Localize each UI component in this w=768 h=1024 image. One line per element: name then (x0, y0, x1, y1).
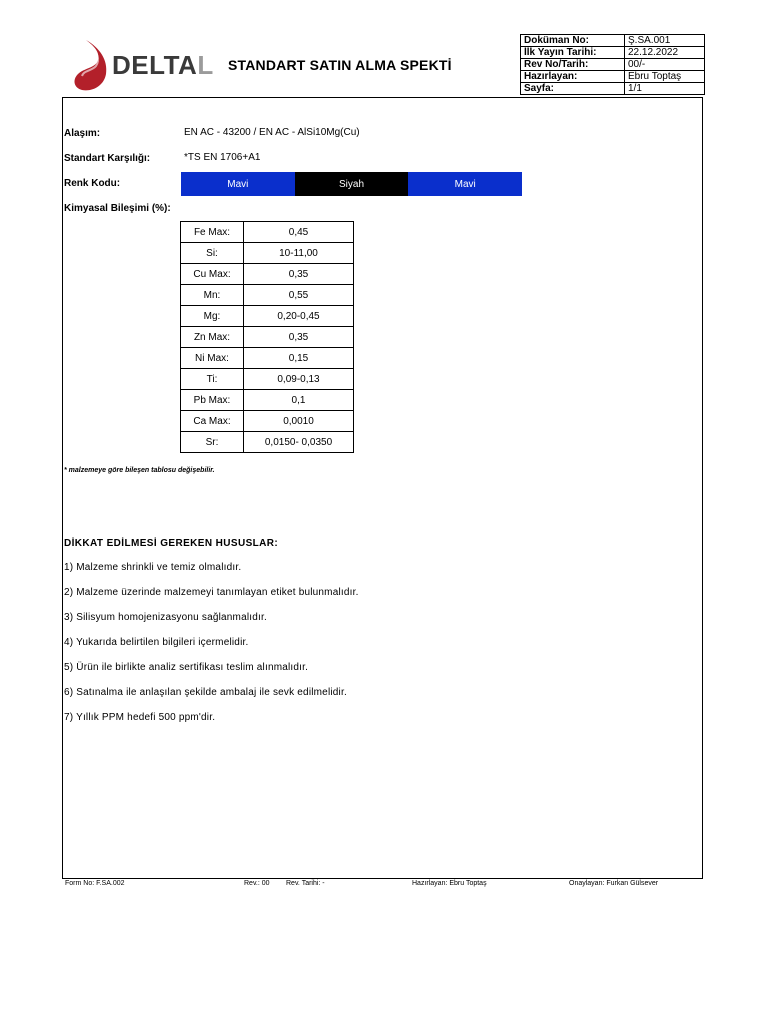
footer-prepared: Hazırlayan: Ebru Toptaş (412, 880, 487, 887)
info-key: Sayfa: (521, 83, 625, 95)
color-segment-blue: Mavi (181, 172, 295, 196)
footer-rev: Rev.: 00 (244, 880, 270, 887)
list-item: 3) Silisyum homojenizasyonu sağlanmalıdır. (64, 612, 267, 623)
standard-value: *TS EN 1706+A1 (184, 152, 261, 163)
value-cell: 0,35 (244, 264, 354, 285)
logo-wordmark: DELTAL (112, 50, 214, 80)
document-info-table (520, 34, 705, 95)
table-row (181, 432, 354, 453)
list-item: 2) Malzeme üzerinde malzemeyi tanımlayan etiket bulunmalıdır. (64, 587, 359, 598)
element-cell: Mg: (181, 306, 244, 327)
content-frame (62, 97, 703, 879)
company-logo (70, 38, 214, 94)
info-value: Ş.SA.001 (625, 35, 705, 47)
table-row (181, 348, 354, 369)
alloy-value: EN AC - 43200 / EN AC - AlSi10Mg(Cu) (184, 127, 360, 138)
table-row (181, 327, 354, 348)
info-key: İlk Yayın Tarihi: (521, 47, 625, 59)
color-code-bar (181, 172, 522, 196)
value-cell: 0,15 (244, 348, 354, 369)
value-cell: 0,20-0,45 (244, 306, 354, 327)
chemical-composition-table (180, 221, 354, 453)
list-item: 1) Malzeme shrinkli ve temiz olmalıdır. (64, 562, 242, 573)
color-segment-blue: Mavi (408, 172, 522, 196)
footer-form-no: Form No: F.SA.002 (65, 880, 125, 887)
table-row (181, 264, 354, 285)
table-row (181, 285, 354, 306)
info-value: 22.12.2022 (625, 47, 705, 59)
info-value: Ebru Toptaş (625, 71, 705, 83)
info-key: Hazırlayan: (521, 71, 625, 83)
info-row (521, 47, 705, 59)
info-value: 00/- (625, 59, 705, 71)
attention-list (64, 561, 359, 736)
table-row (181, 369, 354, 390)
page-title: STANDART SATIN ALMA SPEKTİ (228, 57, 452, 73)
value-cell: 10-11,00 (244, 243, 354, 264)
info-row (521, 71, 705, 83)
color-segment-black: Siyah (295, 172, 409, 196)
composition-note: * malzemeye göre bileşen tablosu değişebilir. (64, 467, 215, 474)
element-cell: Mn: (181, 285, 244, 306)
info-row (521, 59, 705, 71)
attention-title: DİKKAT EDİLMESİ GEREKEN HUSUSLAR: (64, 538, 279, 549)
element-cell: Zn Max: (181, 327, 244, 348)
standard-label: Standart Karşılığı: (64, 153, 151, 164)
element-cell: Ni Max: (181, 348, 244, 369)
element-cell: Ca Max: (181, 411, 244, 432)
element-cell: Ti: (181, 369, 244, 390)
info-value: 1/1 (625, 83, 705, 95)
value-cell: 0,0010 (244, 411, 354, 432)
element-cell: Cu Max: (181, 264, 244, 285)
info-key: Doküman No: (521, 35, 625, 47)
table-row (181, 306, 354, 327)
info-row (521, 83, 705, 95)
list-item: 4) Yukarıda belirtilen bilgileri içermelidir. (64, 637, 249, 648)
list-item: 6) Satınalma ile anlaşılan şekilde ambalaj ile sevk edilmelidir. (64, 687, 347, 698)
alloy-label: Alaşım: (64, 128, 101, 139)
element-cell: Si: (181, 243, 244, 264)
element-cell: Sr: (181, 432, 244, 453)
logo-mark-icon (70, 38, 114, 94)
value-cell: 0,35 (244, 327, 354, 348)
chemical-label: Kimyasal Bileşimi (%): (64, 203, 171, 214)
table-row (181, 222, 354, 243)
value-cell: 0,1 (244, 390, 354, 411)
info-row (521, 35, 705, 47)
footer-rev-date: Rev. Tarihi: - (286, 880, 325, 887)
footer-approved: Onaylayan: Furkan Gülsever (569, 880, 659, 887)
info-key: Rev No/Tarih: (521, 59, 625, 71)
value-cell: 0,45 (244, 222, 354, 243)
element-cell: Fe Max: (181, 222, 244, 243)
list-item: 5) Ürün ile birlikte analiz sertifikası teslim alınmalıdır. (64, 662, 309, 673)
table-row (181, 390, 354, 411)
table-row (181, 243, 354, 264)
color-code-label: Renk Kodu: (64, 178, 121, 189)
table-row (181, 411, 354, 432)
element-cell: Pb Max: (181, 390, 244, 411)
value-cell: 0,0150- 0,0350 (244, 432, 354, 453)
value-cell: 0,55 (244, 285, 354, 306)
value-cell: 0,09-0,13 (244, 369, 354, 390)
list-item: 7) Yıllık PPM hedefi 500 ppm'dir. (64, 712, 216, 723)
